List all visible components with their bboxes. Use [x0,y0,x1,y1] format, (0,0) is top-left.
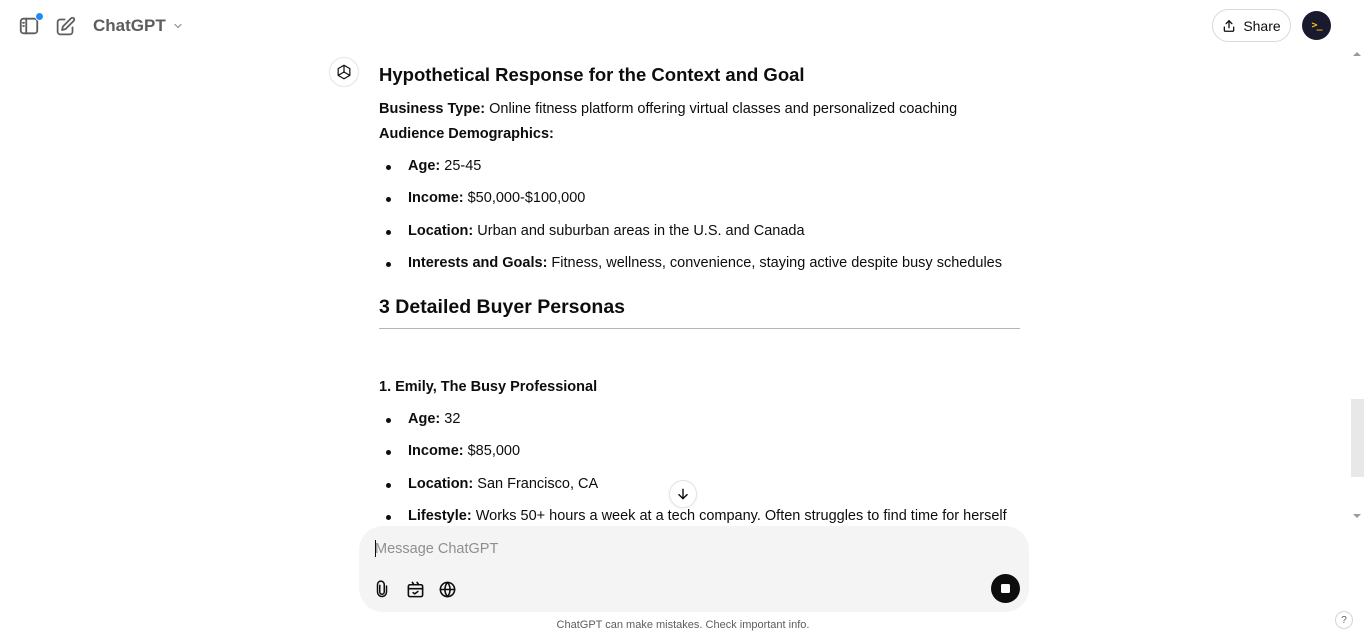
personas-heading: 3 Detailed Buyer Personas [379,296,626,318]
globe-icon [438,580,457,599]
model-name: ChatGPT [93,16,166,35]
canvas-icon [406,580,425,599]
message-composer [359,526,1029,612]
model-selector[interactable] [93,14,184,38]
top-bar [0,0,1366,52]
business-type-label: Business Type: [379,101,486,117]
response-heading: Hypothetical Response for the Context and Goal [379,64,805,85]
scroll-up-arrow[interactable] [1353,52,1361,56]
disclaimer: ChatGPT can make mistakes. Check important info. [556,619,810,631]
toggle-sidebar-button[interactable] [17,14,41,38]
notification-dot [35,12,44,21]
list-item: Age: 25-45 [408,158,482,174]
list-item: Lifestyle: Works 50+ hours a week at a tech company. Often struggles to find time for herself [408,508,1007,524]
openai-logo-icon [335,63,353,81]
new-chat-button[interactable] [53,14,77,38]
new-chat-icon [55,16,76,37]
list-item: Income: $50,000-$100,000 [408,190,586,206]
chevron-down-icon [172,20,184,32]
arrow-down-icon [676,487,690,501]
canvas-button[interactable] [404,578,426,600]
share-button[interactable] [1212,9,1291,42]
help-label: ? [1341,614,1347,626]
share-label: Share [1243,17,1281,34]
persona-title: 1. Emily, The Busy Professional [379,379,598,395]
message-input[interactable] [375,539,975,559]
list-item: Location: San Francisco, CA [408,476,599,492]
business-type-line [379,101,957,117]
audience-demographics-label: Audience Demographics: [379,126,554,142]
scroll-thumb[interactable] [1351,399,1364,477]
avatar-text: >_ [1311,20,1322,31]
scroll-to-bottom-button[interactable] [669,480,697,508]
attach-button[interactable] [371,578,393,600]
help-button[interactable] [1335,611,1353,629]
scrollbar[interactable] [1349,52,1366,522]
divider [379,328,1020,329]
list-item: Interests and Goals: Fitness, wellness, convenience, staying active despite busy schedules [408,255,1002,271]
list-item: Location: Urban and suburban areas in the U.S. and Canada [408,223,805,239]
paperclip-icon [373,580,391,598]
business-type-value: Online fitness platform offering virtual classes and personalized coaching [485,101,958,117]
list-item: Age: 32 [408,411,461,427]
user-avatar[interactable] [1302,11,1331,40]
list-item: Income: $85,000 [408,443,521,459]
share-icon [1222,19,1236,33]
stop-icon [1001,584,1010,593]
web-search-button[interactable] [436,578,458,600]
assistant-avatar [329,57,359,87]
stop-generating-button[interactable] [991,574,1020,603]
scroll-down-arrow[interactable] [1353,514,1361,518]
